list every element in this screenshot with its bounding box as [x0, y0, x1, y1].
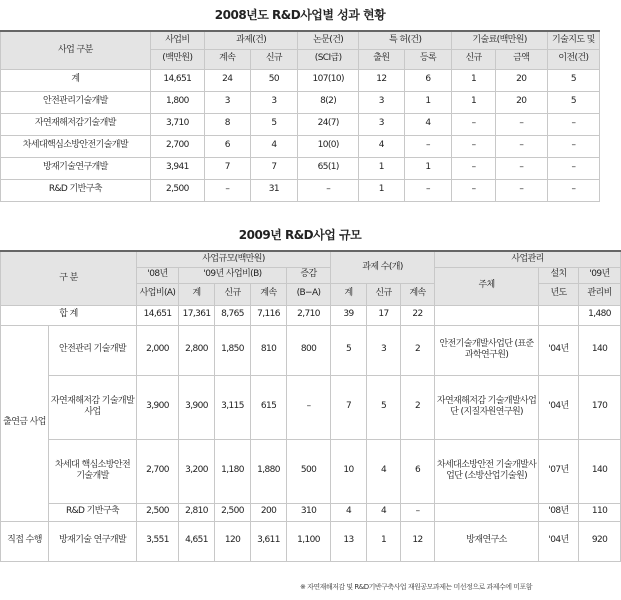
table-cell: 1,800: [150, 91, 204, 113]
table-cell: 810: [251, 325, 287, 375]
table-cell: –: [404, 135, 452, 157]
table-cell: 1: [367, 521, 401, 561]
footnote: ※ 자연재해저감 및 R&D기반구축사업 재원공모과제는 미선정으로 과제수에 미포함: [300, 583, 533, 591]
table-cell: 20: [495, 69, 547, 91]
table-cell: 3,710: [150, 113, 204, 135]
table2-title: 2009년 R&D사업 규모: [238, 228, 362, 242]
group-direct: 직접 수행: [1, 521, 49, 561]
table-row: [1, 91, 600, 113]
sum-cell: 22: [401, 305, 435, 325]
row-label: 자연재해저감 기술개발사업: [49, 375, 137, 439]
t2-h-mgmt: 사업관리: [435, 251, 621, 267]
sum-cell: 2,710: [287, 305, 331, 325]
table-row: [1, 325, 621, 375]
t2-h-cont: 계속: [251, 283, 287, 305]
table-cell: 4: [331, 503, 367, 521]
org-cell: 방재연구소: [435, 521, 539, 561]
table-cell: 5: [250, 113, 298, 135]
table-cell: 107(10): [298, 69, 359, 91]
t1-h-pat-reg: 등록: [404, 49, 452, 69]
t2-h-diff-sub: (B−A): [287, 283, 331, 305]
table-cell: –: [495, 157, 547, 179]
table-row: [1, 157, 600, 179]
table-cell: 8: [204, 113, 250, 135]
sum-row: [1, 305, 621, 325]
table-cell: 10(0): [298, 135, 359, 157]
table-cell: 4: [367, 503, 401, 521]
table-cell: 6: [404, 69, 452, 91]
table-cell: 7: [204, 157, 250, 179]
row-label: 안전관리기술개발: [1, 91, 151, 113]
t1-h-guide: 기술지도 및: [547, 31, 599, 49]
table-row: [1, 439, 621, 503]
table-cell: 3,941: [150, 157, 204, 179]
t2-h-y08b: 사업비(A): [137, 283, 179, 305]
est-cell: '08년: [539, 503, 579, 521]
table-cell: –: [452, 157, 495, 179]
table-cell: 2,800: [179, 325, 215, 375]
table-row: [1, 503, 621, 521]
table-cell: 3,611: [251, 521, 287, 561]
table-cell: 310: [287, 503, 331, 521]
table-row: [1, 113, 600, 135]
table-cell: –: [495, 179, 547, 201]
table-cell: 6: [401, 439, 435, 503]
table-cell: 3: [359, 113, 405, 135]
sum-cell: 8,765: [215, 305, 251, 325]
table-cell: 5: [547, 69, 599, 91]
t1-h-budget-unit: (백만원): [150, 49, 204, 69]
est-cell: '04년: [539, 375, 579, 439]
table1-title: 2008년도 R&D사업별 성과 현황: [214, 8, 386, 22]
est-cell: '07년: [539, 439, 579, 503]
table-cell: 800: [287, 325, 331, 375]
table-cell: –: [452, 113, 495, 135]
table-cell: 2,700: [150, 135, 204, 157]
table-row: [1, 135, 600, 157]
t2-h-total: 계: [179, 283, 215, 305]
org-cell: 안전기술개발사업단 (표준과학연구원): [435, 325, 539, 375]
table-cell: 65(1): [298, 157, 359, 179]
table-cell: 2: [401, 325, 435, 375]
t2-h-new: 신규: [215, 283, 251, 305]
t1-h-tasks-cont: 계속: [204, 49, 250, 69]
table-cell: –: [287, 375, 331, 439]
sum-cell: 17,361: [179, 305, 215, 325]
t1-h-papers: 논문(건): [298, 31, 359, 49]
table-cell: 2: [401, 375, 435, 439]
t2-h-scale: 사업규모(백만원): [137, 251, 331, 267]
table-cell: 3: [359, 91, 405, 113]
table-cell: 4: [250, 135, 298, 157]
row-label: 방재기술 연구개발: [49, 521, 137, 561]
table-cell: 12: [359, 69, 405, 91]
table-cell: 4: [367, 439, 401, 503]
t2-h-y09m: '09년: [579, 267, 621, 283]
row-label: 계: [1, 69, 151, 91]
org-cell: 차세대소방안전 기술개발사업단 (소방산업기술원): [435, 439, 539, 503]
mgmt-cell: 110: [579, 503, 621, 521]
est-cell: '04년: [539, 521, 579, 561]
table-cell: 3,115: [215, 375, 251, 439]
t2-h-y09: '09년 사업비(B): [179, 267, 287, 283]
table-row: [1, 69, 600, 91]
table-cell: 2,700: [137, 439, 179, 503]
table-cell: 615: [251, 375, 287, 439]
table-cell: 1: [404, 157, 452, 179]
table-cell: 12: [401, 521, 435, 561]
table-cell: 1: [359, 179, 405, 201]
table-cell: 4: [359, 135, 405, 157]
table-row: [1, 521, 621, 561]
t1-h-guide-sub: 이전(건): [547, 49, 599, 69]
mgmt-cell: 140: [579, 439, 621, 503]
table-cell: 5: [367, 375, 401, 439]
table-cell: 1,180: [215, 439, 251, 503]
mgmt-cell: 170: [579, 375, 621, 439]
table-cell: 3,900: [137, 375, 179, 439]
table-cell: 50: [250, 69, 298, 91]
table-cell: 13: [331, 521, 367, 561]
row-label: 방재기술연구개발: [1, 157, 151, 179]
table-cell: 1: [452, 69, 495, 91]
table-cell: 1: [359, 157, 405, 179]
group-funded: 출연금 사업: [1, 325, 49, 521]
table-cell: 500: [287, 439, 331, 503]
t1-h-project: 사업 구분: [1, 31, 151, 69]
row-label: 차세대핵심소방안전기술개발: [1, 135, 151, 157]
table-cell: –: [204, 179, 250, 201]
t2-h-y08a: '08년: [137, 267, 179, 283]
org-cell: [435, 503, 539, 521]
mgmt-cell: 140: [579, 325, 621, 375]
t2-h-t-cont: 계속: [401, 283, 435, 305]
table-cell: 24: [204, 69, 250, 91]
t2-h-org: 주체: [435, 267, 539, 305]
t1-h-roy-new: 신규: [452, 49, 495, 69]
table-cell: 120: [215, 521, 251, 561]
sum-cell: 7,116: [251, 305, 287, 325]
t2-h-est: 설치: [539, 267, 579, 283]
t2-h-gubun: 구 분: [1, 251, 137, 305]
t1-h-patents: 특 허(건): [359, 31, 452, 49]
row-label: 차세대 핵심소방안전 기술개발: [49, 439, 137, 503]
row-label: 자연재해저감기술개발: [1, 113, 151, 135]
table-cell: 7: [331, 375, 367, 439]
table-cell: 2,000: [137, 325, 179, 375]
table-cell: 3: [250, 91, 298, 113]
table-cell: 31: [250, 179, 298, 201]
table-cell: 7: [250, 157, 298, 179]
sum-cell: [539, 305, 579, 325]
t2-h-diff: 증감: [287, 267, 331, 283]
table-row: [1, 375, 621, 439]
table-cell: 10: [331, 439, 367, 503]
t2-h-y09m2: 관리비: [579, 283, 621, 305]
row-label: 안전관리 기술개발: [49, 325, 137, 375]
table-cell: 3,900: [179, 375, 215, 439]
t1-h-tasks: 과제(건): [204, 31, 297, 49]
t2-h-t-new: 신규: [367, 283, 401, 305]
t2-h-t-total: 계: [331, 283, 367, 305]
table-cell: 4,651: [179, 521, 215, 561]
table-cell: –: [298, 179, 359, 201]
table-cell: –: [495, 113, 547, 135]
table-cell: 1: [404, 91, 452, 113]
table2: [0, 250, 621, 562]
table-cell: –: [495, 135, 547, 157]
t1-h-budget: 사업비: [150, 31, 204, 49]
sum-cell: 39: [331, 305, 367, 325]
table-cell: 3: [204, 91, 250, 113]
table-cell: 1,100: [287, 521, 331, 561]
table-cell: 2,500: [150, 179, 204, 201]
sum-label: 합 계: [1, 305, 137, 325]
table-cell: 200: [251, 503, 287, 521]
table-cell: –: [547, 157, 599, 179]
org-cell: 자연재해저감 기술개발사업단 (지질자원연구원): [435, 375, 539, 439]
table-cell: 14,651: [150, 69, 204, 91]
sum-cell: 14,651: [137, 305, 179, 325]
table-cell: 1: [452, 91, 495, 113]
table-cell: 8(2): [298, 91, 359, 113]
table-cell: 20: [495, 91, 547, 113]
table-cell: 5: [331, 325, 367, 375]
table1: [0, 30, 600, 202]
table-cell: 2,810: [179, 503, 215, 521]
table-cell: –: [547, 113, 599, 135]
t1-h-royalty: 기술료(백만원): [452, 31, 547, 49]
t2-h-est2: 년도: [539, 283, 579, 305]
t2-h-tasks: 과제 수(개): [331, 251, 435, 283]
table-cell: –: [404, 179, 452, 201]
row-label: R&D 기반구축: [1, 179, 151, 201]
table-cell: 1,850: [215, 325, 251, 375]
table-cell: 3,200: [179, 439, 215, 503]
t1-h-pat-apply: 출원: [359, 49, 405, 69]
row-label: R&D 기반구축: [49, 503, 137, 521]
sum-cell: [435, 305, 539, 325]
mgmt-cell: 920: [579, 521, 621, 561]
table-cell: 4: [404, 113, 452, 135]
t1-h-tasks-new: 신규: [250, 49, 298, 69]
table-row: [1, 179, 600, 201]
table-cell: 24(7): [298, 113, 359, 135]
est-cell: '04년: [539, 325, 579, 375]
sum-cell: 1,480: [579, 305, 621, 325]
table-cell: 5: [547, 91, 599, 113]
table-cell: –: [452, 135, 495, 157]
t1-h-roy-amt: 금액: [495, 49, 547, 69]
table-cell: –: [452, 179, 495, 201]
table-cell: 2,500: [215, 503, 251, 521]
table-cell: 6: [204, 135, 250, 157]
table-cell: –: [401, 503, 435, 521]
table-cell: 1,880: [251, 439, 287, 503]
table-cell: 3: [367, 325, 401, 375]
table-cell: 2,500: [137, 503, 179, 521]
t1-h-papers-sub: (SCI급): [298, 49, 359, 69]
sum-cell: 17: [367, 305, 401, 325]
table-cell: 3,551: [137, 521, 179, 561]
table-cell: –: [547, 135, 599, 157]
table-cell: –: [547, 179, 599, 201]
